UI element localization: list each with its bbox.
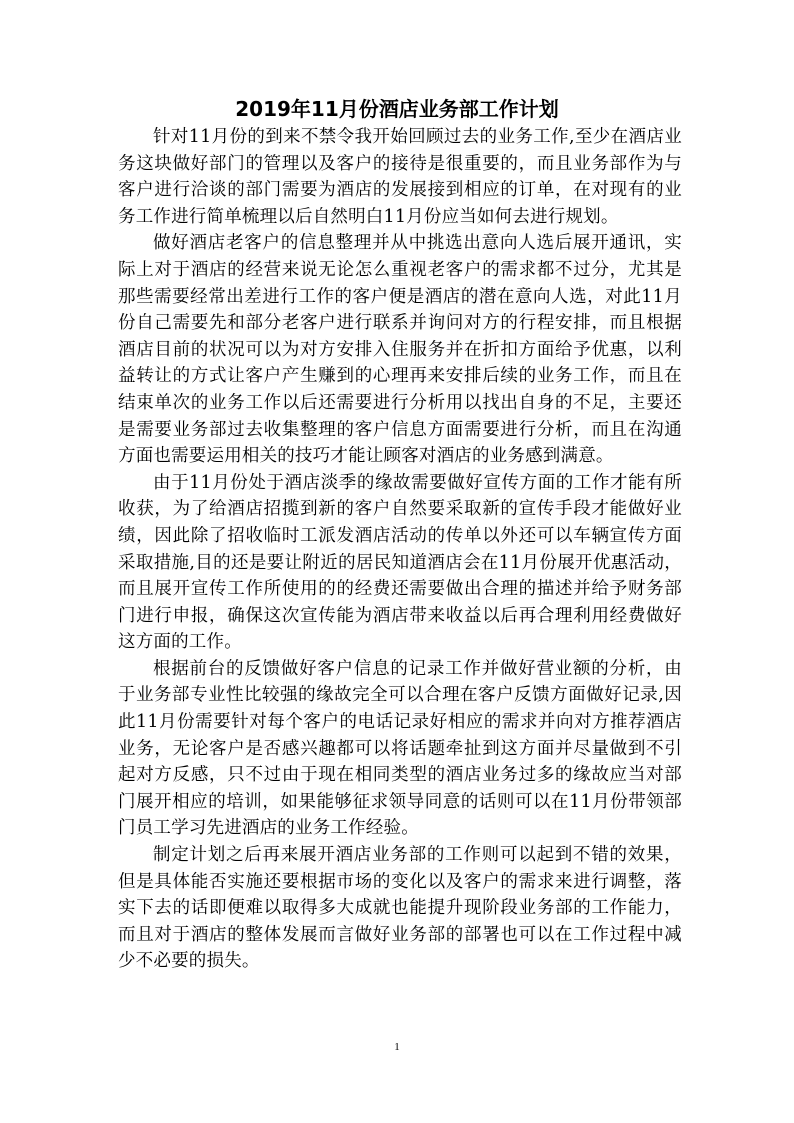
paragraph-1: 针对11月份的到来不禁令我开始回顾过去的业务工作,至少在酒店业务这块做好部门的管理以及客户的接待是很重要的，而且业务部作为与客户进行洽谈的部门需要为酒店的发展接到相应的订单，在对现有的业务工作进行简单梳理以后自然明白11月份应当如何去进行规划。 <box>118 127 682 227</box>
page-number: 1 <box>394 1041 400 1053</box>
paragraph-4: 根据前台的反馈做好客户信息的记录工作并做好营业额的分析，由于业务部专业性比较强的缘故完全可以合理在客户反馈方面做好记录,因此11月份需要针对每个客户的电话记录好相应的需求并向对方推荐酒店业务，无论客户是否感兴趣都可以将话题牵扯到这方面并尽量做到不引起对方反感，只不过由于现在相同类型的酒店业务过多的缘故应当对部门展开相应的培训，如果能够征求领导同意的话则可以在11月份带领部门员工学习先进酒店的业务工作经验。 <box>118 658 682 839</box>
document-body <box>118 124 682 975</box>
paragraph-5: 制定计划之后再来展开酒店业务部的工作则可以起到不错的效果，但是具体能否实施还要根据市场的变化以及客户的需求来进行调整，落实下去的话即便难以取得多大成就也能提升现阶段业务部的工作能力，而且对于酒店的整体发展而言做好业务部的部署也可以在工作过程中减少不必要的损失。 <box>118 845 682 972</box>
document-title: 2019年11月份酒店业务部工作计划 <box>235 97 559 121</box>
paragraph-3: 由于11月份处于酒店淡季的缘故需要做好宣传方面的工作才能有所收获，为了给酒店招揽到新的客户自然要采取新的宣传手段才能做好业绩，因此除了招收临时工派发酒店活动的传单以外还可以车辆宣传方面采取措施,目的还是要让附近的居民知道酒店会在11月份展开优惠活动，而且展开宣传工作所使用的的经费还需要做出合理的描述并给予财务部门进行申报，确保这次宣传能为酒店带来收益以后再合理利用经费做好这方面的工作。 <box>118 472 682 653</box>
paragraph-2: 做好酒店老客户的信息整理并从中挑选出意向人选后展开通讯，实际上对于酒店的经营来说无论怎么重视老客户的需求都不过分，尤其是那些需要经常出差进行工作的客户便是酒店的潜在意向人选，对此11月份自己需要先和部分老客户进行联系并询问对方的行程安排，而且根据酒店目前的状况可以为对方安排入住服务并在折扣方面给予优惠，以利益转让的方式让客户产生赚到的心理再来安排后续的业务工作，而且在结束单次的业务工作以后还需要进行分析用以找出自身的不足，主要还是需要业务部过去收集整理的客户信息方面需要进行分析，而且在沟通方面也需要运用相关的技巧才能让顾客对酒店的业务感到满意。 <box>118 233 682 467</box>
